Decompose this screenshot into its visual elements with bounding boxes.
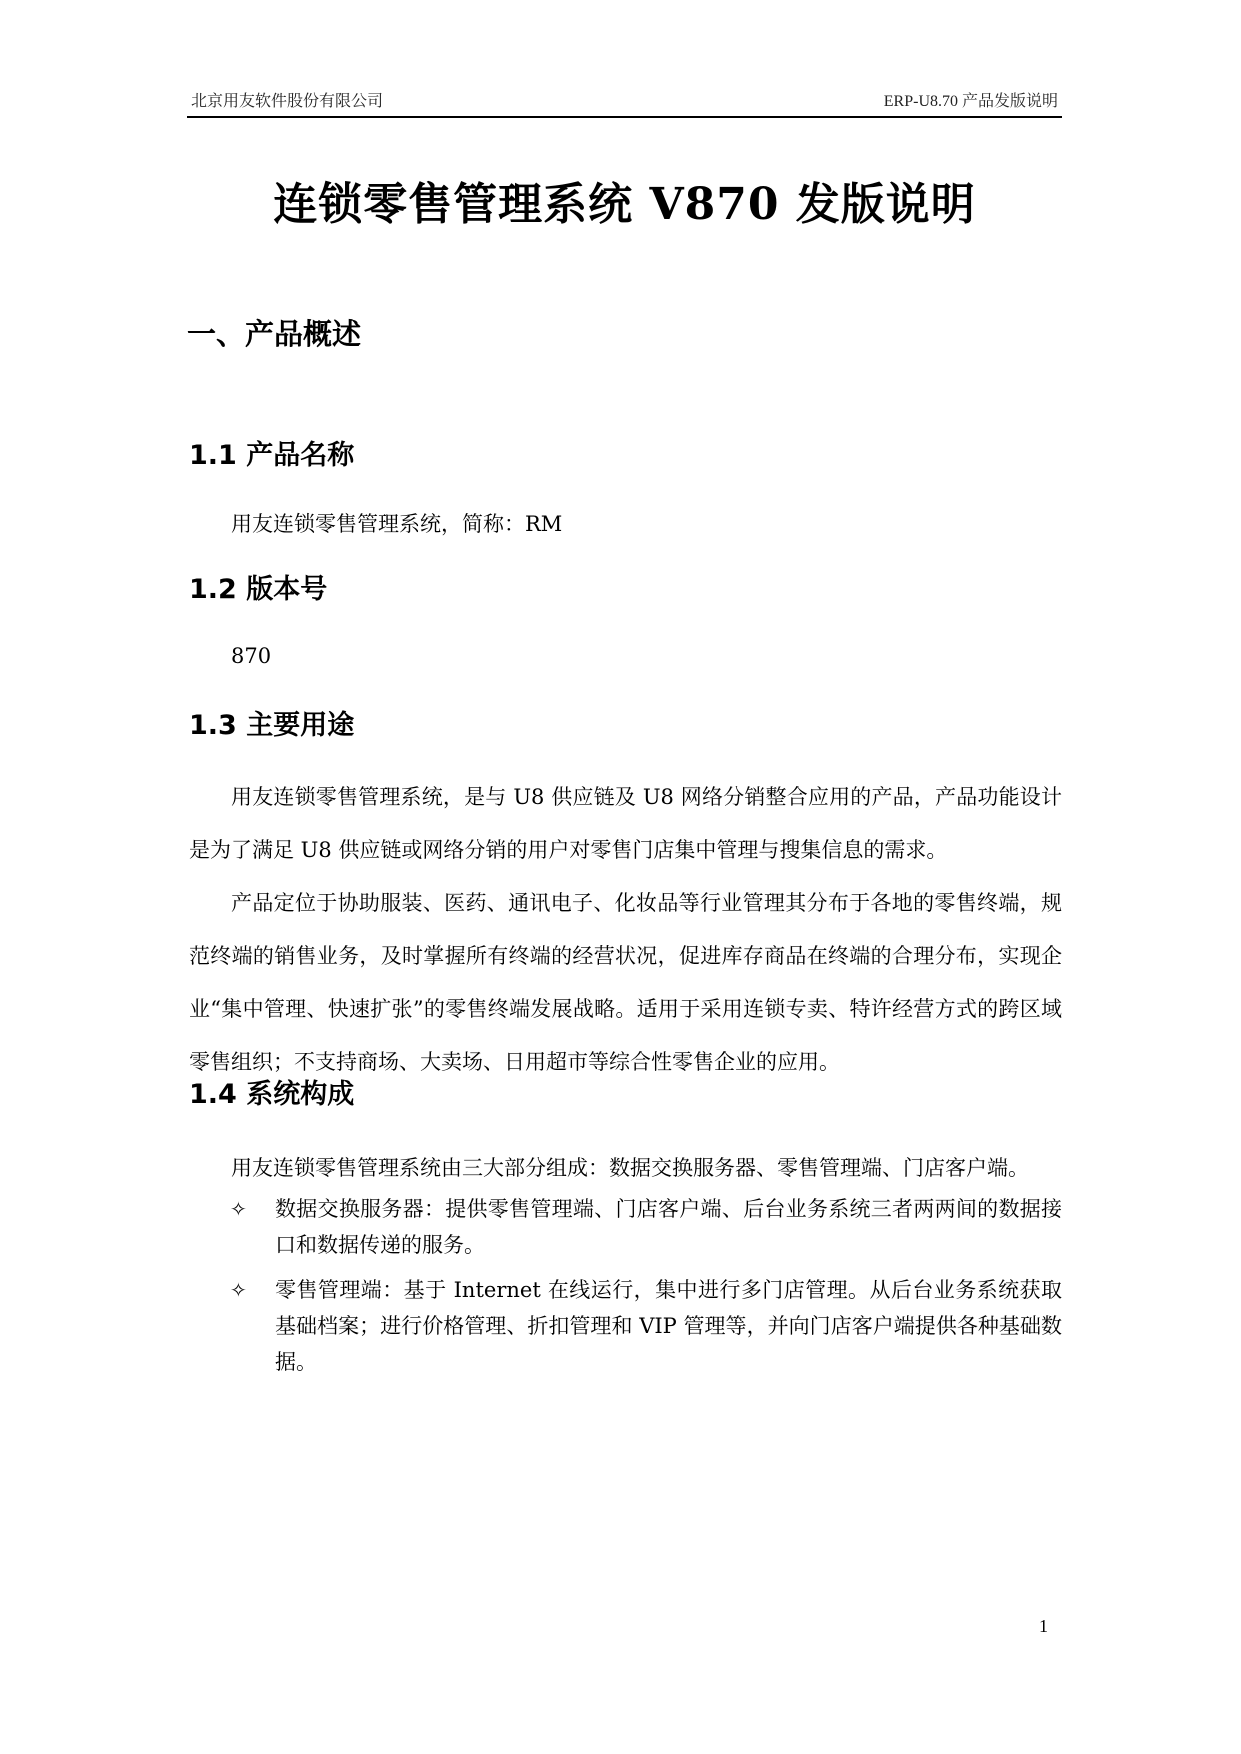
main-use-paragraph-1: 用友连锁零售管理系统，是与 U8 供应链及 U8 网络分销整合应用的产品，产品功能设计是为了满足 U8 供应链或网络分销的用户对零售门店集中管理与搜集信息的需求。 <box>189 785 1062 862</box>
product-name-text: 用友连锁零售管理系统，简称：RM <box>231 512 563 536</box>
main-use-paragraph-2: 产品定位于协助服装、医药、通讯电子、化妆品等行业管理其分布于各地的零售终端，规范终端的销售业务，及时掌握所有终端的经营状况，促进库存商品在终端的合理分布，实现企业“集中管理、快速扩张”的零售终端发展战略。适用于采用连锁专卖、特许经营方式的跨区域零售组织；不支持商场、大卖场、日用超市等综合性零售企业的应用。 <box>189 891 1062 1074</box>
header-company: 北京用友软件股份有限公司 <box>191 93 384 110</box>
page-header <box>187 86 1062 118</box>
heading-main-use: 1.3 主要用途 <box>189 710 355 741</box>
version-text: 870 <box>231 644 272 668</box>
bullet-text: 数据交换服务器：提供零售管理端、门店客户端、后台业务系统三者两两间的数据接口和数据传递的服务。 <box>275 1197 1062 1257</box>
header-doc-label: ERP-U8.70 产品发版说明 <box>883 93 1058 110</box>
document-title: 连锁零售管理系统 V870 发版说明 <box>273 179 976 230</box>
system-structure-intro: 用友连锁零售管理系统由三大部分组成：数据交换服务器、零售管理端、门店客户端。 <box>231 1156 1029 1180</box>
heading-version: 1.2 版本号 <box>189 574 328 605</box>
heading-system-structure: 1.4 系统构成 <box>189 1079 355 1110</box>
page-number: 1 <box>1039 1616 1048 1636</box>
list-item <box>230 1272 1062 1380</box>
diamond-bullet-icon: ✧ <box>230 1197 247 1221</box>
list-item <box>230 1191 1062 1263</box>
bullet-text: 零售管理端：基于 Internet 在线运行，集中进行多门店管理。从后台业务系统获取基础档案；进行价格管理、折扣管理和 VIP 管理等，并向门店客户端提供各种基础数据。 <box>275 1278 1062 1374</box>
heading-product-name: 1.1 产品名称 <box>189 440 355 471</box>
section-heading-overview: 一、产品概述 <box>187 317 362 351</box>
diamond-bullet-icon: ✧ <box>230 1278 247 1302</box>
